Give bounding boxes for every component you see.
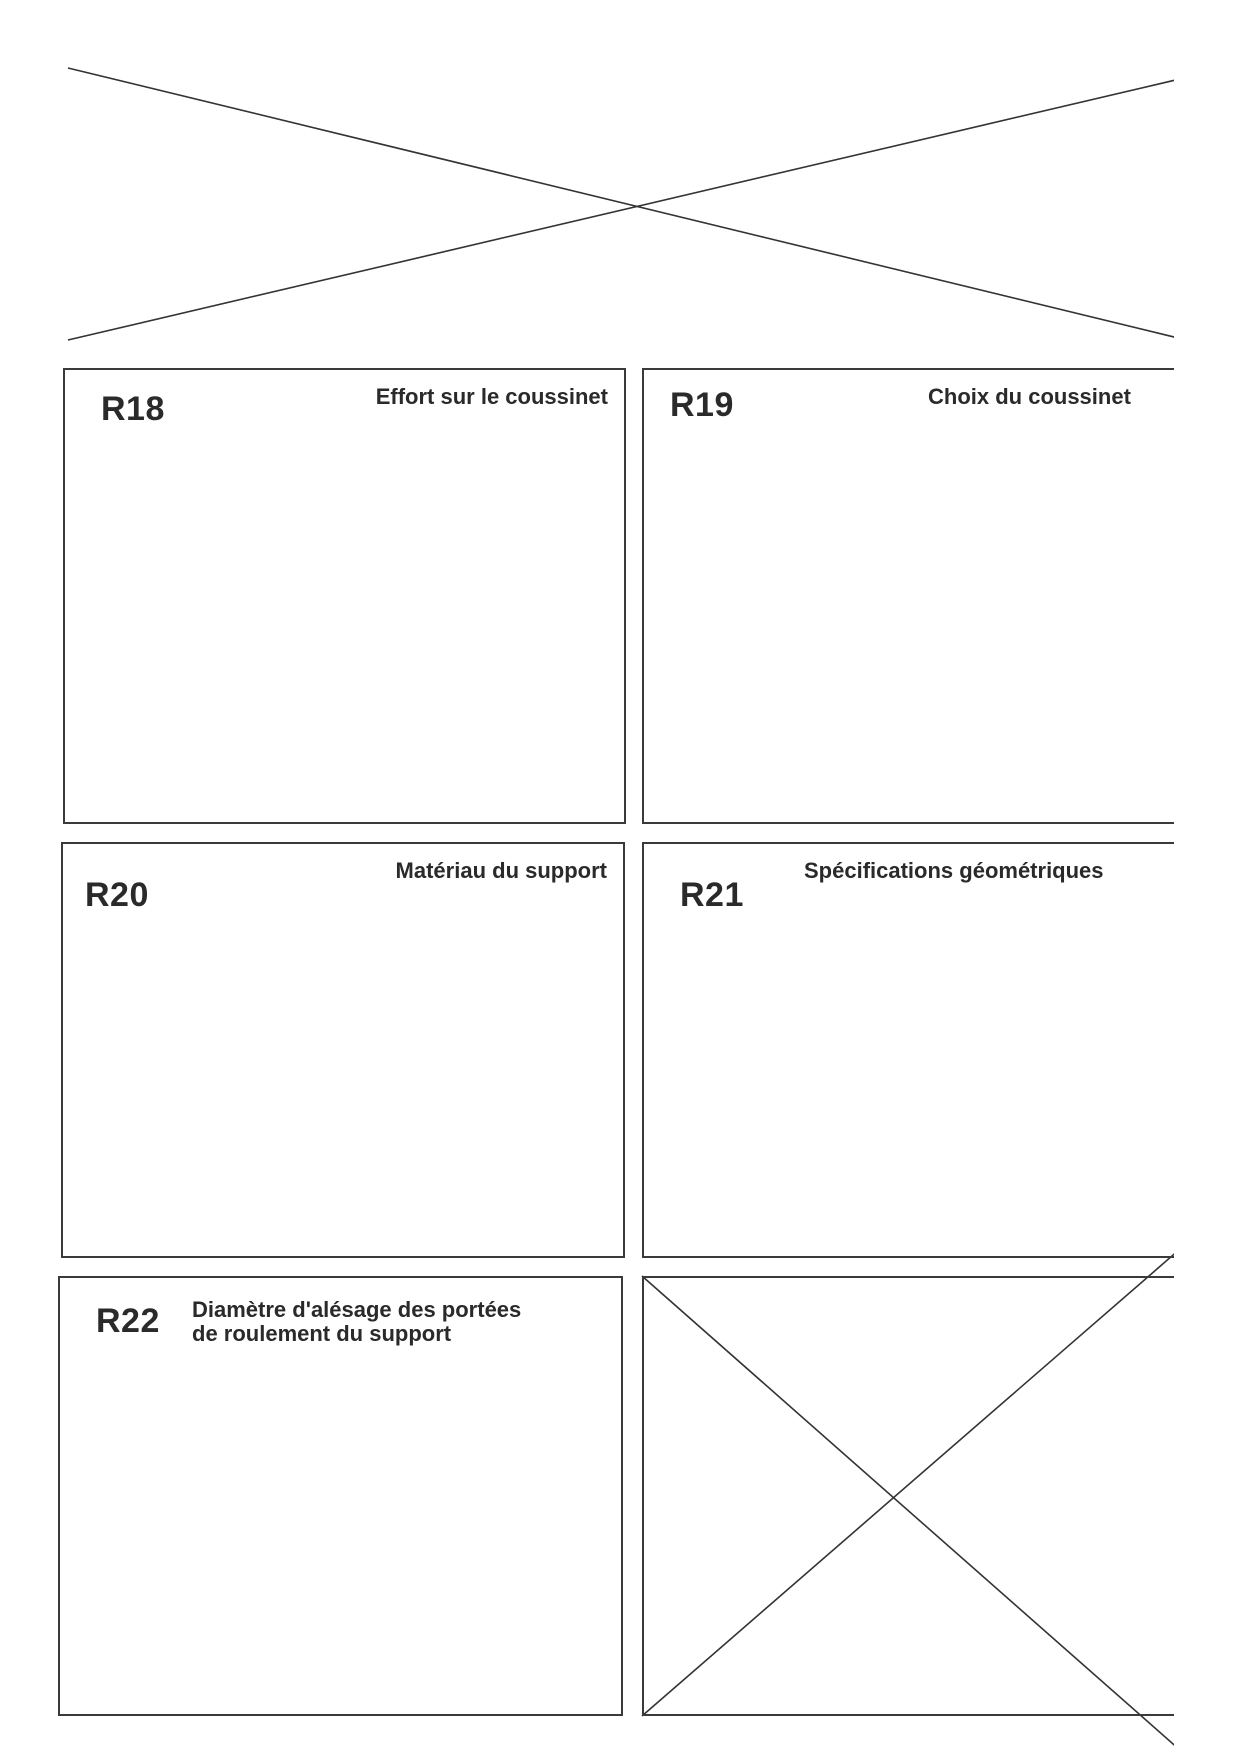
box-ref-r19: R19 [670,386,734,424]
box-title-r19: Choix du coussinet [928,384,1131,409]
box-title-r20: Matériau du support [395,858,607,883]
top-cross-line-2 [68,63,1174,340]
box-title-r22 [192,1298,632,1346]
box-r18 [63,368,626,824]
box-title-r18: Effort sur le coussinet [375,384,608,409]
box-title-r22-line2: de roulement du support [192,1321,452,1346]
box-ref-r20: R20 [85,876,149,914]
box-ref-r18: R18 [101,390,165,428]
box-r20 [61,842,625,1258]
box-ref-r21: R21 [680,876,744,914]
box-r22 [58,1276,623,1716]
box-crossed-out [642,1276,1174,1716]
box-title-r22-line1: Diamètre d'alésage des portées [192,1297,522,1322]
box-r21 [642,842,1174,1258]
box-title-r21: Spécifications géométriques [804,858,1104,883]
box-ref-r22: R22 [96,1302,160,1340]
box-r19 [642,368,1174,824]
top-cross-line-1 [68,68,1174,355]
